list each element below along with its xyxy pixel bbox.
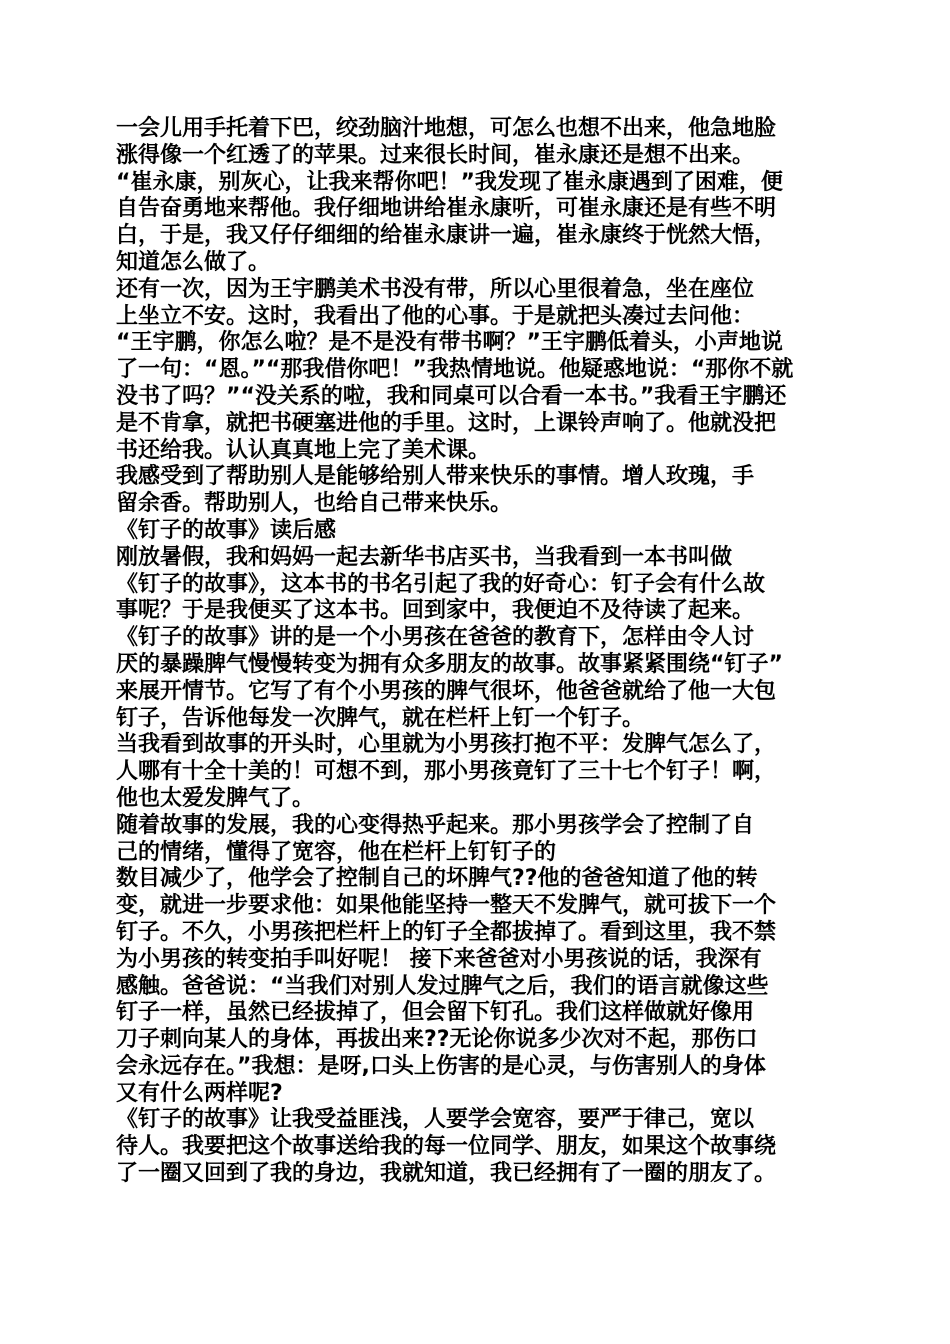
text-line: 《钉子的故事》读后感 [116,517,337,543]
text-line: 刀子刺向某人的身体，再拔出来??无论你说多少次对不起，那伤口 [116,1027,758,1053]
text-line: “王宇鹏，你怎么啦？是不是没有带书啊？”王宇鹏低着头，小声地说 [116,330,783,356]
text-line: 钉子。不久，小男孩把栏杆上的钉子全都拔掉了。看到这里，我不禁 [116,919,777,945]
text-line: 为小男孩的转变拍手叫好呢！ 接下来爸爸对小男孩说的话，我深有 [116,946,762,972]
text-line: 是不肯拿，就把书硬塞进他的手里。这时，上课铃声响了。他就没把 [116,410,777,436]
text-line: 还有一次，因为王宇鹏美术书没有带，所以心里很着急，坐在座位 [116,276,755,302]
text-line: 感触。爸爸说：“当我们对别人发过脾气之后，我们的语言就像这些 [116,973,769,999]
text-line: 当我看到故事的开头时，心里就为小男孩打抱不平：发脾气怎么了， [116,732,777,758]
text-line: 数目减少了，他学会了控制自己的坏脾气??他的爸爸知道了他的转 [116,866,758,892]
text-line: 涨得像一个红透了的苹果。过来很长时间，崔永康还是想不出来。 [116,142,755,168]
text-line: 留余香。帮助别人，也给自己带来快乐。 [116,491,513,517]
text-line: 事呢？于是我便买了这本书。回到家中，我便迫不及待读了起来。 [116,598,755,624]
text-line: 我感受到了帮助别人是能够给别人带来快乐的事情。增人玫瑰，手 [116,464,755,490]
text-line: 来展开情节。它写了有个小男孩的脾气很坏，他爸爸就给了他一大包 [116,678,777,704]
text-line: 待人。我要把这个故事送给我的每一位同学、朋友，如果这个故事绕 [116,1134,777,1160]
text-line: 书还给我。认认真真地上完了美术课。 [116,437,491,463]
text-line: 一会儿用手托着下巴，绞劲脑汁地想，可怎么也想不出来，他急地脸 [116,116,777,141]
text-line: 厌的暴躁脾气慢慢转变为拥有众多朋友的故事。故事紧紧围绕“钉子” [116,651,783,677]
text-line: 了一圈又回到了我的身边，我就知道，我已经拥有了一圈的朋友了。 [116,1161,777,1187]
text-line: 《钉子的故事》，这本书的书名引起了我的好奇心：钉子会有什么故 [116,571,766,597]
text-line: 随着故事的发展，我的心变得热乎起来。那小男孩学会了控制了自 [116,812,755,838]
text-line: 白，于是，我又仔仔细细的给崔永康讲一遍，崔永康终于恍然大悟， [116,223,777,249]
text-line: 没书了吗？”“没关系的啦，我和同桌可以合看一本书。”我看王宇鹏还 [116,383,787,409]
text-line: 《钉子的故事》讲的是一个小男孩在爸爸的教育下，怎样由令人讨 [116,625,755,651]
text-line: 变，就进一步要求他：如果他能坚持一整天不发脾气，就可拔下一个 [116,893,777,919]
text-line: 会永远存在。”我想：是呀,口头上伤害的是心灵，与伤害别人的身体 [116,1053,766,1079]
text-line: 钉子，告诉他每发一次脾气，就在栏杆上钉一个钉子。 [116,705,645,731]
text-line: 人哪有十全十美的！可想不到，那小男孩竟钉了三十七个钉子！啊， [116,759,777,785]
text-line: 钉子一样，虽然已经拔掉了，但会留下钉孔。我们这样做就好像用 [116,1000,755,1026]
text-line: 自告奋勇地来帮他。我仔细地讲给崔永康听，可崔永康还是有些不明 [116,196,777,222]
text-line: 己的情绪，懂得了宽容，他在栏杆上钉钉子的 [116,839,557,865]
document-body [116,116,841,1188]
text-line: 知道怎么做了。 [116,249,271,275]
text-line: “崔永康，别灰心，让我来帮你吧！”我发现了崔永康遇到了困难，便 [116,169,783,195]
text-line: 刚放暑假，我和妈妈一起去新华书店买书，当我看到一本书叫做 [116,544,733,570]
text-line: 又有什么两样呢? [116,1080,283,1106]
text-line: 他也太爱发脾气了。 [116,785,315,811]
text-line: 了一句：“恩。”“那我借你吧！”我热情地说。他疑惑地说：“那你不就 [116,357,794,383]
text-line: 上坐立不安。这时，我看出了他的心事。于是就把头凑过去问他： [116,303,755,329]
text-line: 《钉子的故事》让我受益匪浅，人要学会宽容，要严于律己，宽以 [116,1107,755,1133]
